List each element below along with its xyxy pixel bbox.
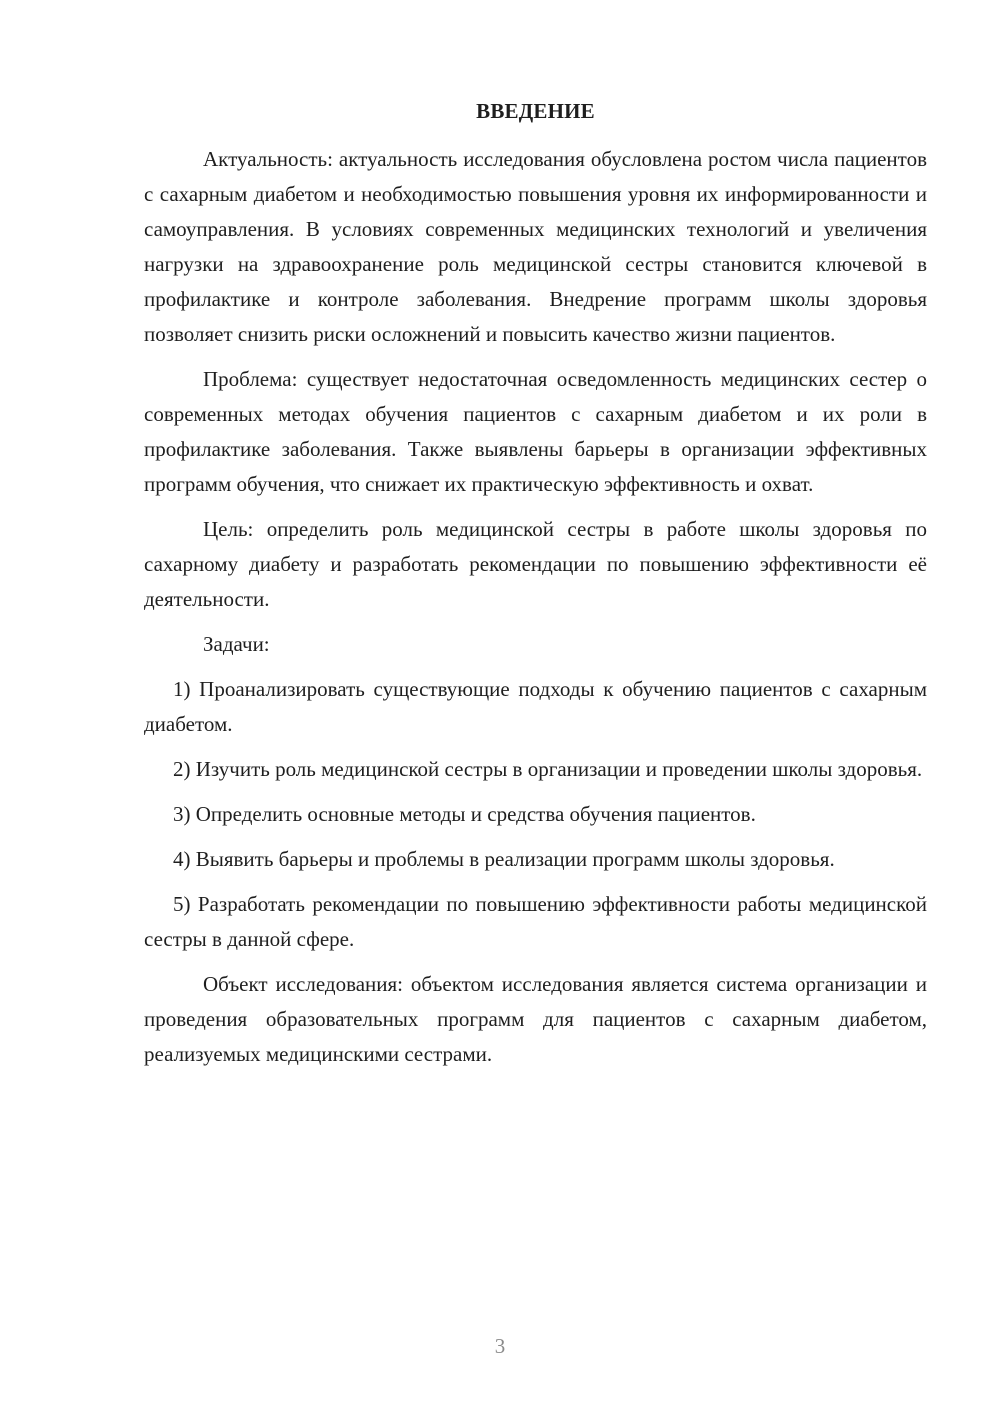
task-item-5: 5) Разработать рекомендации по повышению эффективности работы медицинской сестры в данной сфере.	[144, 892, 927, 951]
tasks-heading: Задачи:	[203, 632, 270, 656]
goal-paragraph: Цель: определить роль медицинской сестры в работе школы здоровья по сахарному диабету и разработать рекомендации по повышению эффективности её деятельности.	[144, 517, 927, 611]
page-title: ВВЕДЕНИЕ	[476, 99, 595, 123]
page-number: 3	[494, 1334, 506, 1358]
relevance-paragraph: Актуальность: актуальность исследования обусловлена ростом числа пациентов с сахарным диабетом и необходимостью повышения уровня их информированности и самоуправления. В условиях современных медицинских технологий и увеличения нагрузки на здравоохранение роль медицинской сестры становится ключевой в профилактике и контроле заболевания. Внедрение программ школы здоровья позволяет снизить риски осложнений и повысить качество жизни пациентов.	[144, 147, 927, 346]
document-body	[144, 142, 927, 1082]
task-item-2: 2) Изучить роль медицинской сестры в организации и проведении школы здоровья.	[173, 757, 923, 781]
task-item-3: 3) Определить основные методы и средства обучения пациентов.	[173, 802, 756, 826]
object-paragraph: Объект исследования: объектом исследования является система организации и проведения образовательных программ для пациентов с сахарным диабетом, реализуемых медицинскими сестрами.	[144, 972, 927, 1066]
problem-paragraph: Проблема: существует недостаточная осведомленность медицинских сестер о современных методах обучения пациентов с сахарным диабетом и их роли в профилактике заболевания. Также выявлены барьеры в организации эффективных программ обучения, что снижает их практическую эффективность и охват.	[144, 367, 927, 496]
task-item-4: 4) Выявить барьеры и проблемы в реализации программ школы здоровья.	[173, 847, 835, 871]
task-item-1: 1) Проанализировать существующие подходы к обучению пациентов с сахарным диабетом.	[144, 677, 927, 736]
